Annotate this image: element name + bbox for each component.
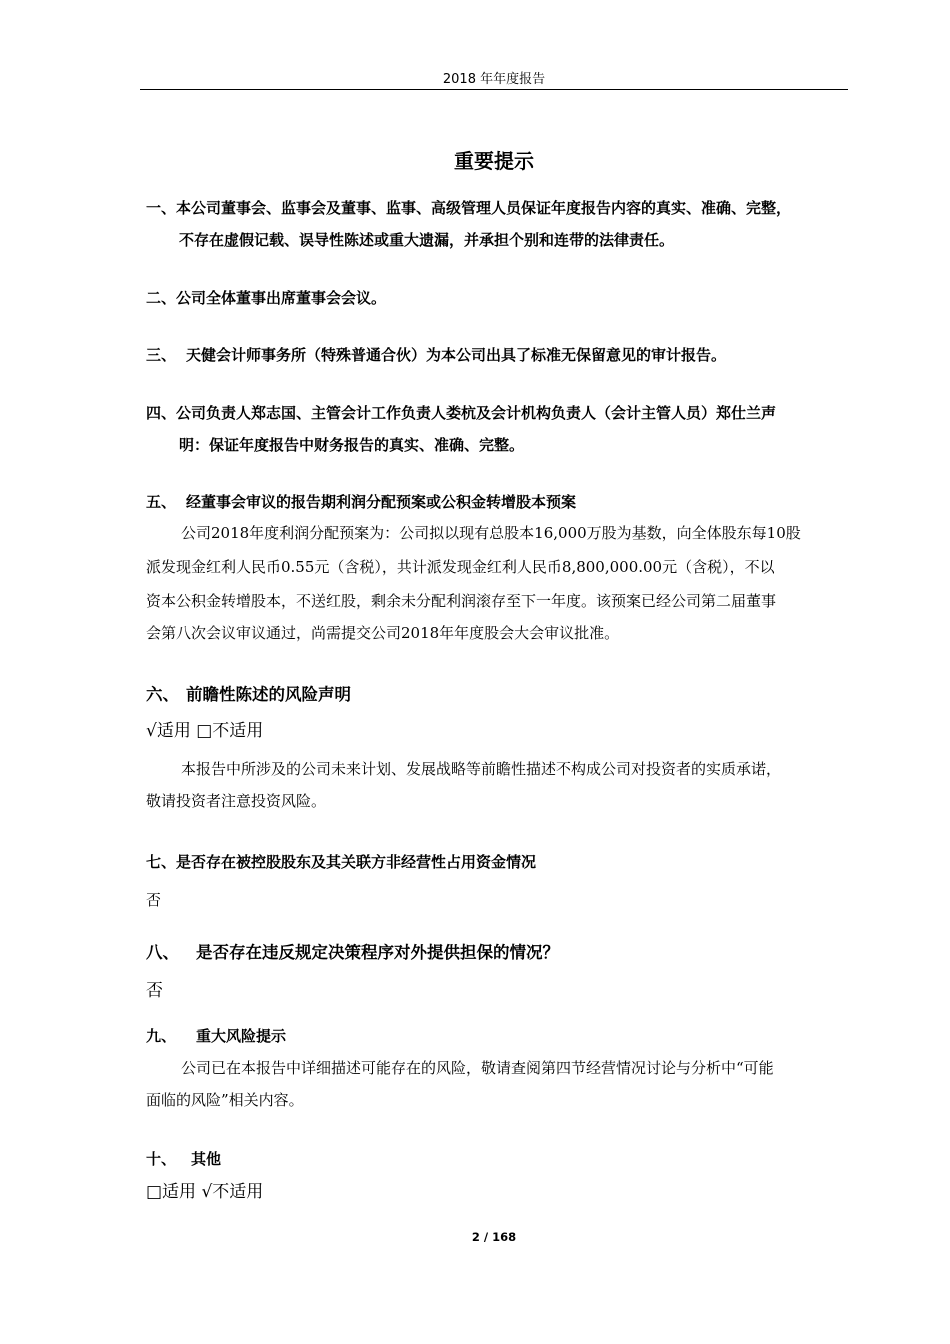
running-header: 2018 年年度报告 <box>442 72 546 87</box>
item-2 <box>146 288 386 308</box>
item-8-title: 是否存在违反规定决策程序对外提供担保的情况？ <box>196 943 559 962</box>
item-3-number: 三、 <box>146 346 177 364</box>
item-5-para-line-4: 会第八次会议审议通过，尚需提交公司2018年年度股会大会审议批准。 <box>146 624 620 642</box>
item-7-answer: 否 <box>146 891 162 909</box>
item-10-title: 其他 <box>191 1150 222 1168</box>
item-7-heading <box>146 852 536 872</box>
item-2-text: 公司全体董事出席董事会会议。 <box>176 289 387 307</box>
item-6-number: 六、 <box>146 685 179 704</box>
item-1-line-1 <box>146 198 791 218</box>
item-8-heading <box>146 942 559 964</box>
header-rule <box>140 89 848 90</box>
page-number: 2 / 168 <box>471 1230 517 1244</box>
item-6-options: √适用 □不适用 <box>146 721 264 741</box>
item-10-heading <box>146 1149 221 1169</box>
item-9-heading <box>146 1026 286 1046</box>
item-9-para-line-2: 面临的风险”相关内容。 <box>146 1091 304 1109</box>
item-5-number: 五、 <box>146 493 177 511</box>
item-6-para-line-2: 敬请投资者注意投资风险。 <box>146 792 327 810</box>
item-5-heading <box>146 492 576 512</box>
item-7-number: 七、 <box>146 853 177 871</box>
item-5-para-line-3: 资本公积金转增股本，不送红股，剩余未分配利润滚存至下一年度。该预案已经公司第二届董事 <box>146 592 777 610</box>
item-5-para-line-1: 公司2018年度利润分配预案为：公司拟以现有总股本16,000万股为基数，向全体股东每10股 <box>181 524 801 542</box>
item-10-options: □适用 √不适用 <box>146 1182 264 1202</box>
item-4-line-2: 明：保证年度报告中财务报告的真实、准确、完整。 <box>179 436 525 454</box>
item-1-number: 一、 <box>146 199 177 217</box>
item-1-line-2: 不存在虚假记载、误导性陈述或重大遗漏，并承担个别和连带的法律责任。 <box>179 231 675 249</box>
item-5-title: 经董事会审议的报告期利润分配预案或公积金转增股本预案 <box>186 493 577 511</box>
item-4-number: 四、 <box>146 404 177 422</box>
item-2-number: 二、 <box>146 289 177 307</box>
item-9-number: 九、 <box>146 1027 177 1045</box>
item-9-para-line-1: 公司已在本报告中详细描述可能存在的风险，敬请查阅第四节经营情况讨论与分析中“可能 <box>181 1059 774 1077</box>
item-4-line-1 <box>146 403 776 423</box>
item-5-para-line-2: 派发现金红利人民币0.55元（含税），共计派发现金红利人民币8,800,000.00元（含税），不以 <box>146 558 775 576</box>
item-3 <box>146 345 726 365</box>
item-8-answer: 否 <box>146 981 163 1001</box>
item-10-number: 十、 <box>146 1150 177 1168</box>
item-8-number: 八、 <box>146 943 179 962</box>
item-6-title: 前瞻性陈述的风险声明 <box>186 685 351 704</box>
item-6-heading <box>146 684 351 706</box>
item-6-para-line-1: 本报告中所涉及的公司未来计划、发展战略等前瞻性描述不构成公司对投资者的实质承诺， <box>181 760 782 778</box>
item-4-text: 公司负责人郑志国、主管会计工作负责人娄杭及会计机构负责人（会计主管人员）郑仕兰声 <box>176 404 777 422</box>
page-title: 重要提示 <box>454 149 534 173</box>
item-1-text: 本公司董事会、监事会及董事、监事、高级管理人员保证年度报告内容的真实、准确、完整， <box>176 199 792 217</box>
item-3-text: 天健会计师事务所（特殊普通合伙）为本公司出具了标准无保留意见的审计报告。 <box>186 346 727 364</box>
item-9-title: 重大风险提示 <box>196 1027 287 1045</box>
item-7-title: 是否存在被控股股东及其关联方非经营性占用资金情况 <box>176 853 537 871</box>
